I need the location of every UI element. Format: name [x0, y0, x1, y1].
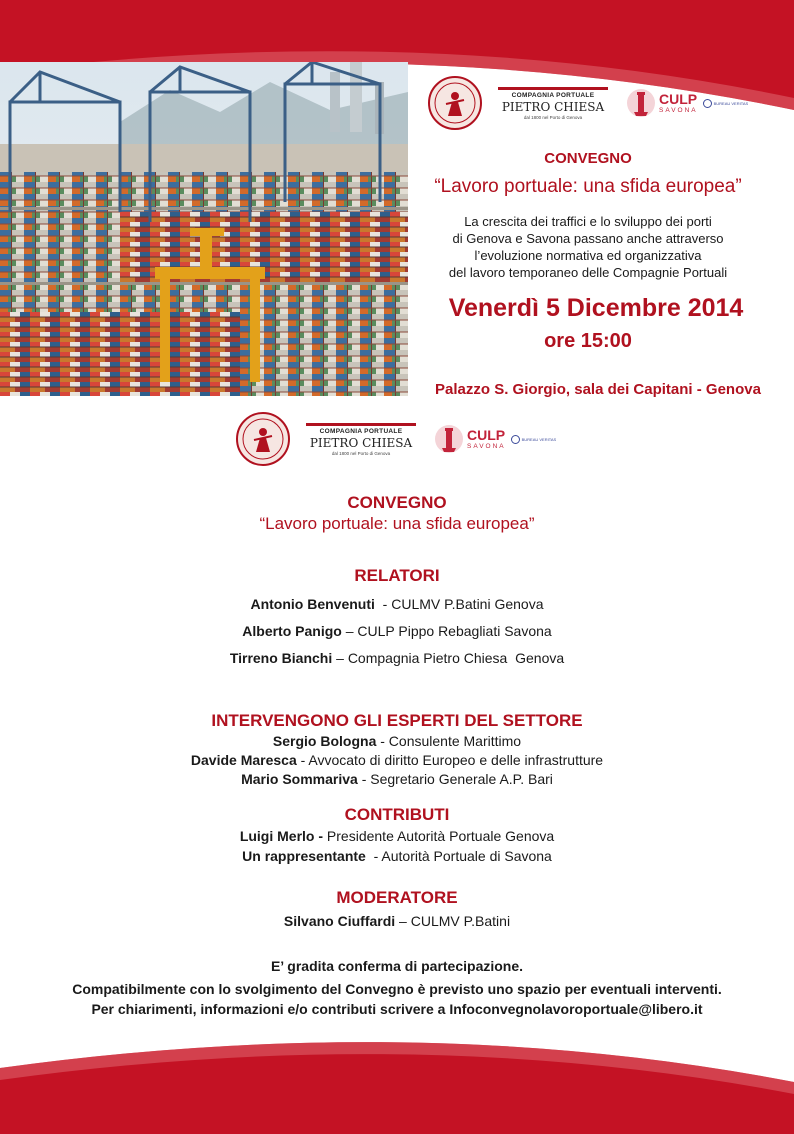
compagnia-pietro-chiesa-logo: [302, 423, 420, 456]
cpc-top-text: COMPAGNIA PORTUALE: [319, 427, 403, 435]
relatore-3-role: – Compagnia Pietro Chiesa Genova: [332, 650, 565, 666]
compagnia-pietro-chiesa-logo: [494, 87, 612, 120]
relatore-3-name: Tirreno Bianchi: [229, 650, 333, 666]
culp-lighthouse-icon: [626, 88, 656, 118]
cpc-name: PIETRO CHIESA: [309, 435, 413, 450]
esperto-1-role: - Consulente Marittimo: [376, 733, 522, 749]
esperto-3-name: Mario Sommariva: [241, 771, 358, 787]
contributo-2: [150, 848, 644, 864]
culp-name: CULP: [467, 426, 506, 443]
program-title: “Lavoro portuale: una sfida europea”: [259, 514, 535, 533]
cpc-subtitle: dal 1800 nel Porto di Genova: [331, 450, 391, 456]
relatore-1: [150, 596, 644, 612]
esperto-3: [130, 771, 664, 787]
culp-lighthouse-icon: [434, 424, 464, 454]
event-venue: Palazzo S. Giorgio, sala dei Capitani - Genova: [435, 381, 761, 398]
intro-line-3: l’evoluzione normativa ed organizzativa: [474, 248, 702, 263]
esperto-2: [130, 752, 664, 768]
esperto-2-role: - Avvocato di diritto Europeo e delle infrastrutture: [296, 752, 604, 768]
esperto-1: [130, 733, 664, 749]
culp-savona-logo: [626, 88, 748, 118]
event-date: Venerdì 5 Dicembre 2014: [448, 294, 744, 322]
esperti-heading: INTERVENGONO GLI ESPERTI DEL SETTORE: [211, 711, 583, 730]
event-time: ore 15:00: [544, 330, 632, 352]
esperto-1-name: Sergio Bologna: [272, 733, 377, 749]
footer-contact: Per chiarimenti, informazioni e/o contributi scrivere a Infoconvegnolavoroportuale@libero.it: [91, 1001, 703, 1017]
cpc-name: PIETRO CHIESA: [501, 99, 605, 114]
relatore-2: [150, 623, 644, 639]
contributo-1: [150, 828, 644, 844]
certification-text: BUREAU VERITAS: [713, 100, 749, 106]
relatore-2-name: Alberto Panigo: [242, 623, 342, 639]
contributo-2-role: - Autorità Portuale di Savona: [365, 848, 552, 864]
esperto-2-name: Davide Maresca: [190, 752, 297, 768]
culmv-seal-icon: [236, 412, 290, 466]
cpc-top-text: COMPAGNIA PORTUALE: [511, 91, 595, 99]
contributo-1-name: Luigi Merlo -: [239, 828, 324, 844]
logos-top: [428, 76, 748, 130]
footer-confirm: E’ gradita conferma di partecipazione.: [270, 958, 524, 974]
logos-middle: [236, 412, 556, 466]
certification-icon: [511, 435, 520, 444]
esperto-3-role: - Segretario Generale A.P. Bari: [357, 771, 553, 787]
footer-interventi: Compatibilmente con lo svolgimento del Convegno è previsto uno spazio per eventuali interventi.: [72, 981, 722, 997]
port-terminal-photo: [0, 62, 408, 396]
intro-line-2: di Genova e Savona passano anche attraverso: [452, 231, 724, 246]
bottom-red-band: [0, 1004, 794, 1134]
relatore-1-name: Antonio Benvenuti: [250, 596, 375, 612]
certification-badge: [703, 99, 749, 108]
contributo-2-name: Un rappresentante: [242, 848, 366, 864]
moderatore-1: [150, 913, 644, 929]
relatori-heading: RELATORI: [354, 566, 440, 585]
header-title: “Lavoro portuale: una sfida europea”: [434, 176, 742, 197]
certification-badge: [511, 435, 557, 444]
culp-savona-logo: [434, 424, 556, 454]
program-convegno: CONVEGNO: [347, 493, 447, 512]
certification-icon: [703, 99, 712, 108]
cpc-subtitle: dal 1800 nel Porto di Genova: [523, 114, 583, 120]
contributo-1-role: Presidente Autorità Portuale Genova: [323, 828, 555, 844]
certification-text: BUREAU VERITAS: [521, 436, 557, 442]
culp-city: SAVONA: [659, 106, 698, 114]
intro-line-4: del lavoro temporaneo delle Compagnie Portuali: [448, 265, 728, 280]
moderatore-heading: MODERATORE: [336, 888, 458, 907]
culp-city: SAVONA: [467, 442, 506, 450]
relatore-2-role: – CULP Pippo Rebagliati Savona: [341, 623, 552, 639]
culmv-seal-icon: [428, 76, 482, 130]
header-convegno: CONVEGNO: [544, 150, 632, 167]
moderatore-1-role: – CULMV P.Batini: [395, 913, 511, 929]
intro-line-1: La crescita dei traffici e lo sviluppo dei porti: [464, 214, 712, 229]
relatore-3: [150, 650, 644, 666]
moderatore-1-name: Silvano Ciuffardi: [283, 913, 396, 929]
relatore-1-role: - CULMV P.Batini Genova: [374, 596, 544, 612]
contributi-heading: CONTRIBUTI: [344, 805, 450, 824]
culp-name: CULP: [659, 90, 698, 107]
